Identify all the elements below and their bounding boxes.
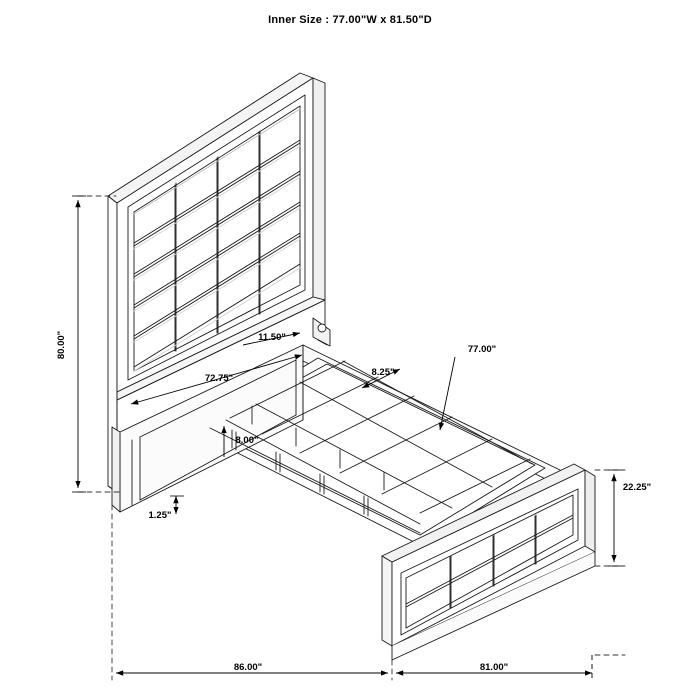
dim-label-footboard-height: 22.25" — [622, 482, 652, 493]
dim-label-slat-spacing: 8.25" — [371, 367, 395, 378]
dim-label-headboard-thickness: 11.50" — [258, 332, 286, 343]
dim-label-inner-width: 72.75" — [204, 373, 234, 384]
dim-label-rail-clearance: 1.25" — [148, 510, 172, 521]
page-title: Inner Size : 77.00"W x 81.50"D — [268, 14, 432, 26]
dim-label-support-leg-height: 8.00" — [235, 435, 259, 446]
dim-label-overall-height: 80.00" — [56, 330, 67, 360]
dim-label-overall-width: 81.00" — [479, 662, 509, 673]
dim-label-overall-depth: 86.00" — [233, 662, 263, 673]
dim-label-rail-depth: 77.00" — [467, 344, 497, 355]
